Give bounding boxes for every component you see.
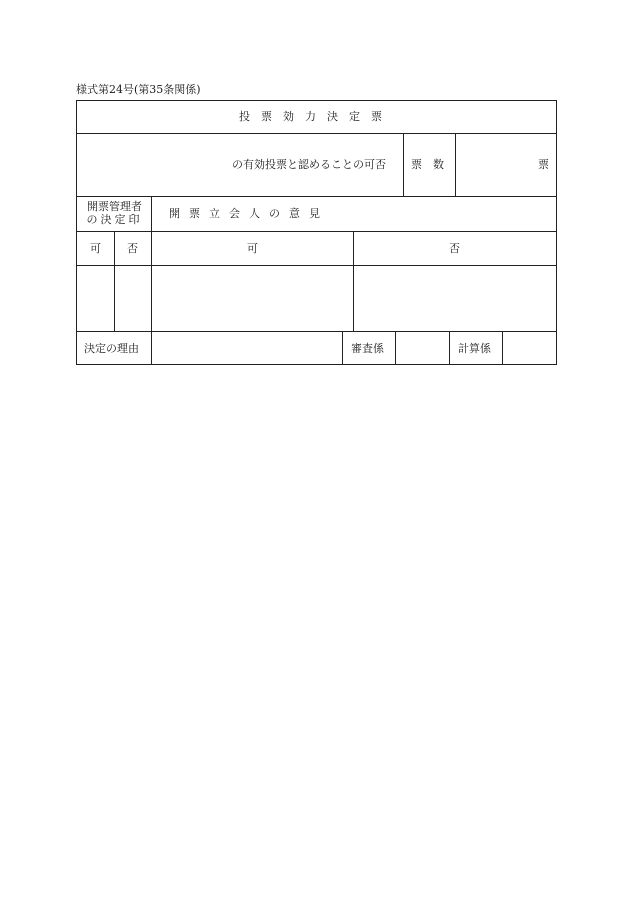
divider-calculator-label (449, 331, 450, 365)
form-number: 様式第24号(第35条関係) (76, 83, 201, 96)
reviewer-label: 審査係 (351, 342, 384, 355)
witness-yes-cell[interactable] (152, 266, 353, 331)
form-title: 投票効力決定票 (239, 110, 393, 123)
witness-no-cell[interactable] (354, 266, 556, 331)
ballot-validity-form (76, 100, 557, 365)
witness-no-label: 否 (449, 242, 460, 255)
manager-no-cell[interactable] (115, 266, 151, 331)
rule-under-ballot-row (77, 196, 556, 197)
divider-reviewer-value (395, 331, 396, 365)
divider-count-value (455, 133, 456, 197)
divider-reviewer-label (342, 331, 343, 365)
calculator-label: 計算係 (458, 342, 491, 355)
rule-under-title (77, 133, 556, 134)
validity-question: の有効投票と認めることの可否 (232, 158, 386, 171)
manager-yes-cell[interactable] (78, 266, 114, 331)
witness-yes-label: 可 (247, 242, 258, 255)
manager-seal-label: 開票管理者 の決定印 (86, 200, 143, 226)
decision-reason-label: 決定の理由 (84, 342, 139, 355)
divider-calculator-value (502, 331, 503, 365)
rule-under-decision-header (77, 231, 556, 232)
manager-no-label: 否 (127, 242, 138, 255)
rule-above-footer (77, 331, 556, 332)
divider-count-label (403, 133, 404, 197)
vote-count-label: 票 数 (411, 158, 444, 171)
manager-yes-label: 可 (90, 242, 101, 255)
witness-opinion-label: 開票立会人の意見 (169, 207, 329, 220)
vote-count-unit: 票 (538, 158, 549, 171)
